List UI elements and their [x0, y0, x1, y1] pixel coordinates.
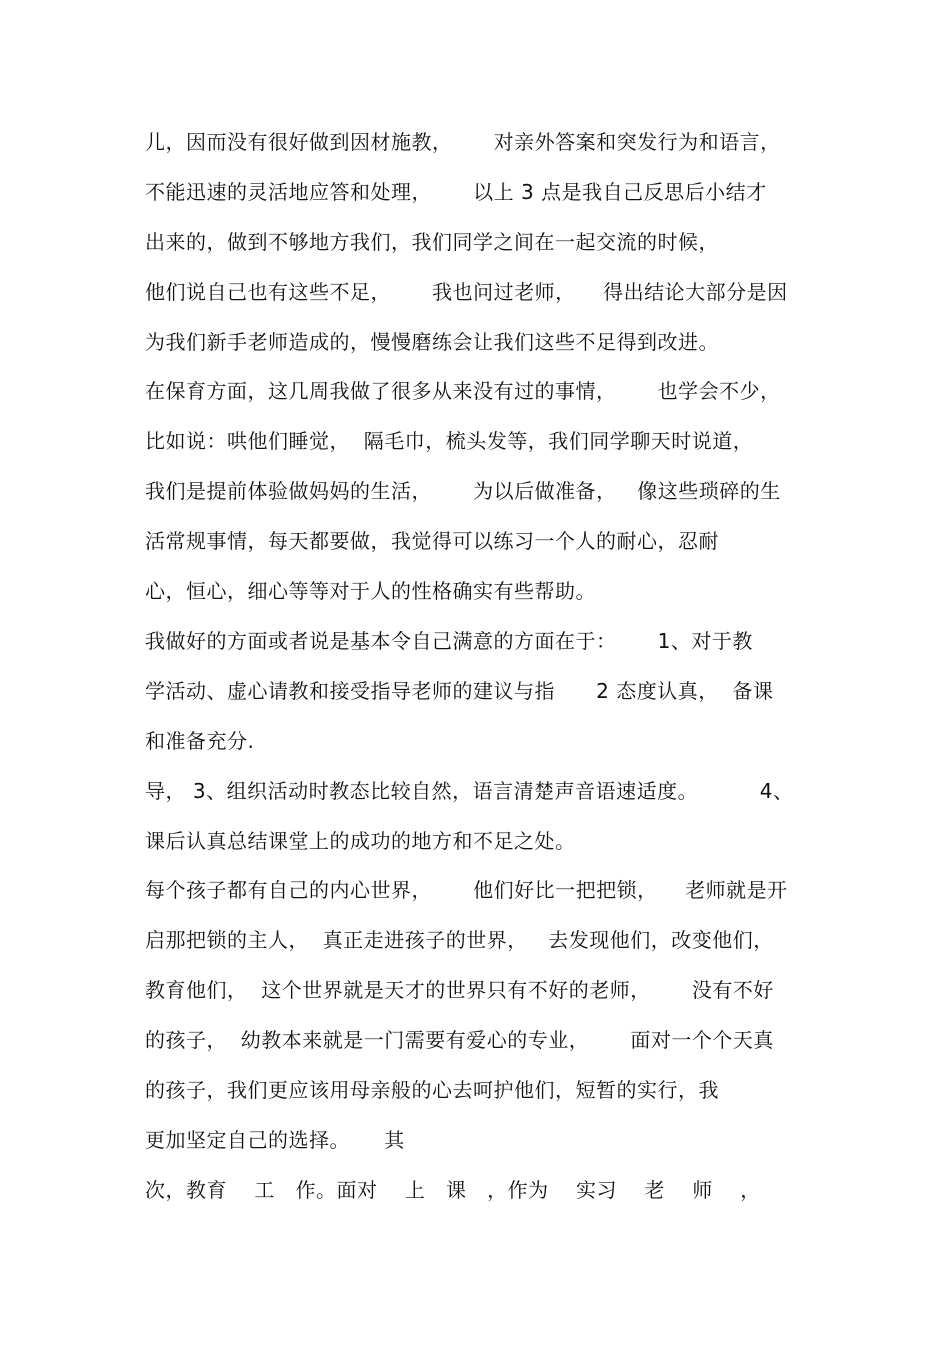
text-line: 更加坚定自己的选择。 其	[145, 1128, 405, 1152]
text-line: 比如说：哄他们睡觉， 隔毛巾，梳头发等，我们同学聊天时说道，	[145, 429, 754, 453]
text-line: 课后认真总结课堂上的成功的地方和不足之处。	[145, 829, 576, 853]
text-line: 启那把锁的主人， 真正走进孩子的世界， 去发现他们，改变他们，	[145, 928, 774, 952]
text-line: 教育他们， 这个世界就是天才的世界只有不好的老师， 没有不好	[145, 978, 774, 1002]
text-line: 每个孩子都有自己的内心世界， 他们好比一把把锁， 老师就是开	[145, 878, 788, 902]
text-line: 他们说自己也有这些不足， 我也问过老师， 得出结论大部分是因	[145, 280, 788, 304]
text-line: 出来的，做到不够地方我们，我们同学之间在一起交流的时候，	[145, 230, 719, 254]
text-line: 活常规事情，每天都要做，我觉得可以练习一个人的耐心，忍耐	[145, 529, 719, 553]
text-line: 我们是提前体验做妈妈的生活， 为以后做准备， 像这些琐碎的生	[145, 479, 781, 503]
text-line: 的孩子， 幼教本来就是一门需要有爱心的专业， 面对一个个天真	[145, 1028, 774, 1052]
text-line: 学活动、虚心请教和接受指导老师的建议与指 2 态度认真， 备课	[145, 679, 774, 703]
text-line: 儿，因而没有很好做到因材施教， 对亲外答案和突发行为和语言，	[145, 130, 781, 154]
text-line: 为我们新手老师造成的，慢慢磨练会让我们这些不足得到改进。	[145, 330, 719, 354]
text-line: 不能迅速的灵活地应答和处理， 以上 3 点是我自己反思后小结才	[145, 180, 767, 204]
text-line: 次，教育 工 作。面对 上 课 ，作为 实习 老 师 ，	[145, 1178, 761, 1202]
text-line: 心，恒心，细心等等对于人的性格确实有些帮助。	[145, 579, 596, 603]
text-line: 导， 3、组织活动时教态比较自然，语言清楚声音语速适度。 4、	[145, 779, 794, 803]
text-line: 的孩子，我们更应该用母亲般的心去呵护他们，短暂的实行，我	[145, 1078, 719, 1102]
text-line: 我做好的方面或者说是基本令自己满意的方面在于： 1、对于教	[145, 629, 753, 653]
text-line: 和准备充分.	[145, 729, 255, 753]
text-line: 在保育方面，这几周我做了很多从来没有过的事情， 也学会不少，	[145, 379, 781, 403]
